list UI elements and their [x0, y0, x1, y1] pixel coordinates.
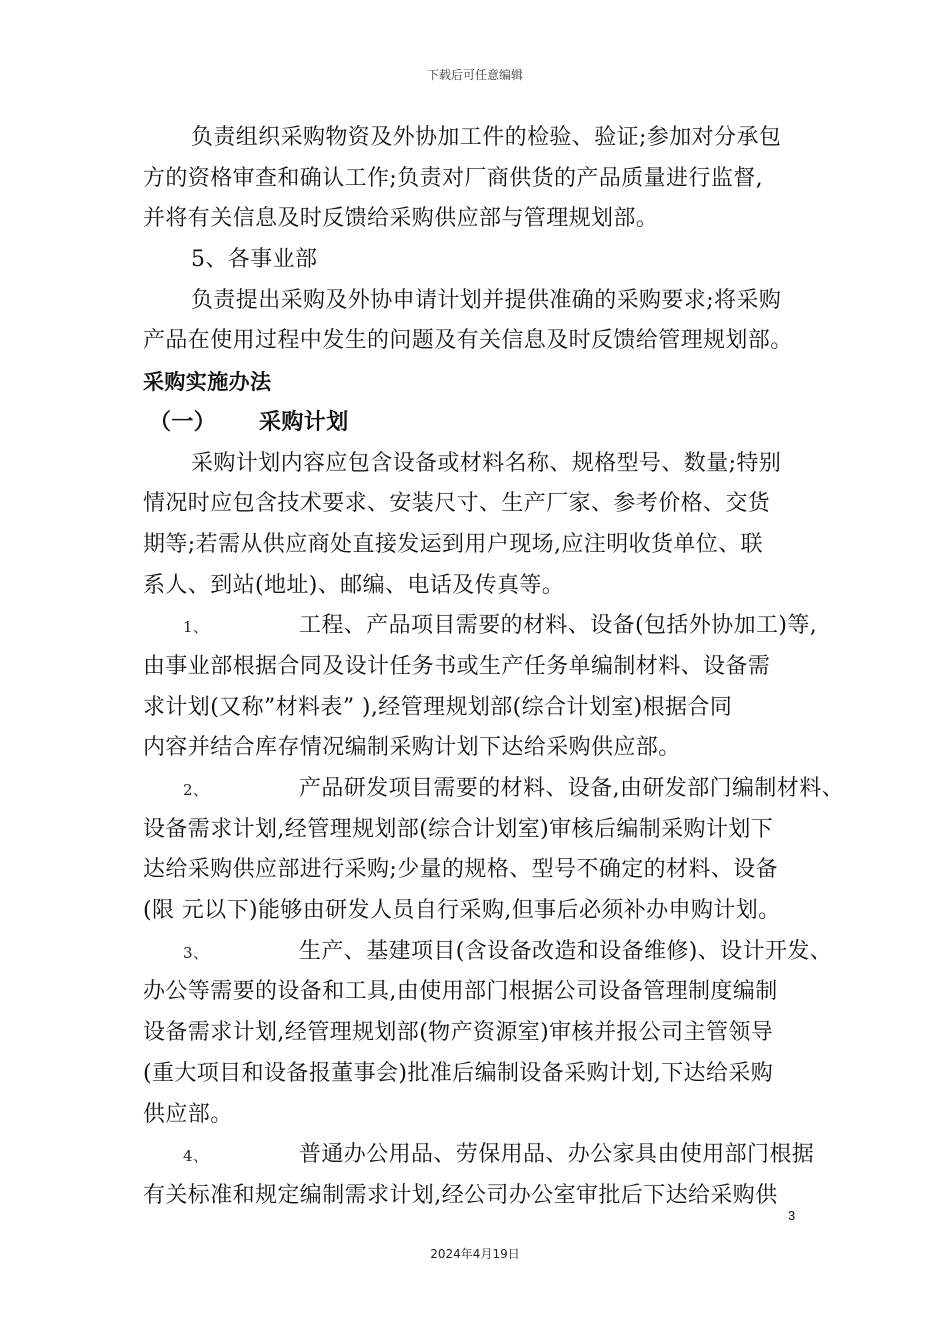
paragraph-line: 采购计划内容应包含设备或材料名称、规格型号、数量;特别	[191, 450, 782, 476]
document-body	[143, 118, 844, 1217]
footer-date: 2024年4月19日	[430, 1247, 520, 1261]
list-item-text: 普通办公用品、劳保用品、办公家具由使用部门根据	[299, 1142, 815, 1168]
list-item-number: 2、	[183, 781, 209, 799]
list-item	[143, 1135, 823, 1176]
paragraph-line: 由事业部根据合同及设计任务书或生产任务单编制材料、设备需	[143, 653, 771, 679]
list-item-text: 产品研发项目需要的材料、设备,由研发部门编制材料、	[299, 776, 844, 801]
paragraph-line: 方的资格审查和确认工作;负责对厂商供货的产品质量进行监督,	[143, 165, 764, 191]
paragraph-line: 系人、到站(地址)、邮编、电话及传真等。	[143, 572, 565, 598]
subheading	[143, 403, 823, 444]
paragraph-line: 负责提出采购及外协申请计划并提供准确的采购要求;将采购	[191, 287, 782, 313]
list-item-number: 3、	[183, 943, 209, 962]
paragraph-line: 产品在使用过程中发生的问题及有关信息及时反馈给管理规划部。	[143, 328, 793, 354]
list-item	[143, 606, 823, 647]
list-item-number: 1、	[183, 618, 209, 637]
subheading-text: 采购计划	[259, 409, 349, 435]
page-header: 下载后可任意编辑	[426, 68, 523, 82]
paragraph-line: 有关标准和规定编制需求计划,经公司办公室审批后下达给采购供	[143, 1182, 778, 1208]
paragraph-line: 期等;若需从供应商处直接发运到用户现场,应注明收货单位、联	[143, 531, 764, 557]
paragraph-line: 达给采购供应部进行采购;少量的规格、型号不确定的材料、设备	[143, 857, 779, 883]
paragraph-line: 设备需求计划,经管理规划部(物产资源室)审核并报公司主管领导	[143, 1020, 774, 1046]
paragraph-line: 办公等需要的设备和工具,由使用部门根据公司设备管理制度编制	[143, 979, 778, 1005]
list-item-text: 生产、基建项目(含设备改造和设备维修)、设计开发、	[299, 938, 833, 964]
paragraph-line: 供应部。	[143, 1101, 233, 1127]
paragraph-line: 求计划(又称”材料表” ),经管理规划部(综合计划室)根据合同	[143, 694, 733, 720]
section-heading-5: 5、各事业部	[191, 247, 318, 273]
paragraph-line: (重大项目和设备报董事会)批准后编制设备采购计划,下达给采购	[143, 1060, 774, 1086]
paragraph-line: 设备需求计划,经管理规划部(综合计划室)审核后编制采购计划下	[143, 816, 774, 842]
paragraph-line: 情况时应包含技术要求、安装尺寸、生产厂家、参考价格、交货	[143, 491, 771, 517]
paragraph-line: 负责组织采购物资及外协加工件的检验、验证;参加对分承包	[191, 125, 782, 150]
page-number: 3	[788, 1208, 796, 1223]
paragraph-line: 并将有关信息及时反馈给采购供应部与管理规划部。	[143, 206, 659, 232]
list-item	[143, 932, 833, 973]
list-item-text: 工程、产品项目需要的材料、设备(包括外协加工)等,	[299, 613, 818, 639]
subheading-number: （一）	[149, 409, 217, 435]
main-heading: 采购实施办法	[143, 370, 272, 395]
list-item-number: 4、	[183, 1147, 209, 1166]
list-item	[143, 769, 844, 810]
paragraph-line: 内容并结合库存情况编制采购计划下达给采购供应部。	[143, 735, 681, 761]
paragraph-line: (限 元以下)能够由研发人员自行采购,但事后必须补办申购计划。	[143, 898, 781, 924]
